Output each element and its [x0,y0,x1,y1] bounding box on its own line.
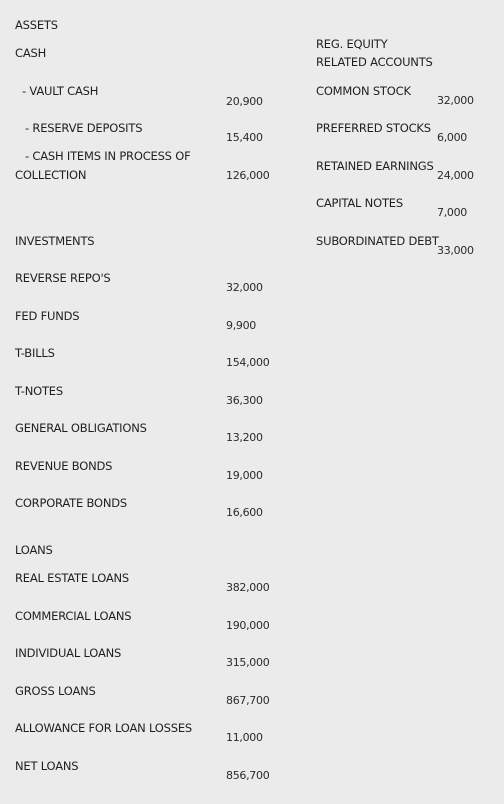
cash-items-value: 126,000 [226,169,270,182]
real-estate-loans-value: 382,000 [226,581,270,594]
t-notes-value: 36,300 [226,394,263,407]
net-loans-value: 856,700 [226,769,270,782]
t-bills-label: T-BILLS [15,346,55,360]
reserve-deposits-label: - RESERVE DEPOSITS [25,121,143,135]
preferred-stocks-value: 6,000 [437,131,467,144]
capital-notes-label: CAPITAL NOTES [316,196,403,210]
individual-loans-value: 315,000 [226,656,270,669]
allowance-loan-losses-value: 11,000 [226,731,263,744]
cash-items-label-line1: - CASH ITEMS IN PROCESS OF [25,149,191,163]
investments-heading: INVESTMENTS [15,234,95,248]
reserve-deposits-value: 15,400 [226,131,263,144]
revenue-bonds-label: REVENUE BONDS [15,459,113,473]
capital-notes-value: 7,000 [437,206,467,219]
revenue-bonds-value: 19,000 [226,469,263,482]
t-notes-label: T-NOTES [15,384,63,398]
gross-loans-value: 867,700 [226,694,270,707]
gross-loans-label: GROSS LOANS [15,684,96,698]
t-bills-value: 154,000 [226,356,270,369]
preferred-stocks-label: PREFERRED STOCKS [316,121,431,135]
vault-cash-value: 20,900 [226,95,263,108]
loans-heading: LOANS [15,543,53,557]
equity-heading-line2: RELATED ACCOUNTS [316,55,433,69]
retained-earnings-label: RETAINED EARNINGS [316,159,434,173]
assets-heading: ASSETS [15,18,58,32]
subordinated-debt-value: 33,000 [437,244,474,257]
general-obligations-value: 13,200 [226,431,263,444]
fed-funds-label: FED FUNDS [15,309,80,323]
reverse-repos-label: REVERSE REPO'S [15,271,111,285]
cash-heading: CASH [15,46,47,60]
subordinated-debt-label: SUBORDINATED DEBT [316,234,439,248]
corporate-bonds-value: 16,600 [226,506,263,519]
commercial-loans-value: 190,000 [226,619,270,632]
vault-cash-label: - VAULT CASH [22,84,99,98]
real-estate-loans-label: REAL ESTATE LOANS [15,571,130,585]
net-loans-label: NET LOANS [15,759,79,773]
corporate-bonds-label: CORPORATE BONDS [15,496,128,510]
common-stock-label: COMMON STOCK [316,84,411,98]
allowance-loan-losses-label: ALLOWANCE FOR LOAN LOSSES [15,721,192,735]
commercial-loans-label: COMMERCIAL LOANS [15,609,132,623]
common-stock-value: 32,000 [437,94,474,107]
retained-earnings-value: 24,000 [437,169,474,182]
individual-loans-label: INDIVIDUAL LOANS [15,646,122,660]
reverse-repos-value: 32,000 [226,281,263,294]
fed-funds-value: 9,900 [226,319,256,332]
equity-heading-line1: REG. EQUITY [316,37,388,51]
cash-items-label-line2: COLLECTION [15,168,87,182]
general-obligations-label: GENERAL OBLIGATIONS [15,421,147,435]
